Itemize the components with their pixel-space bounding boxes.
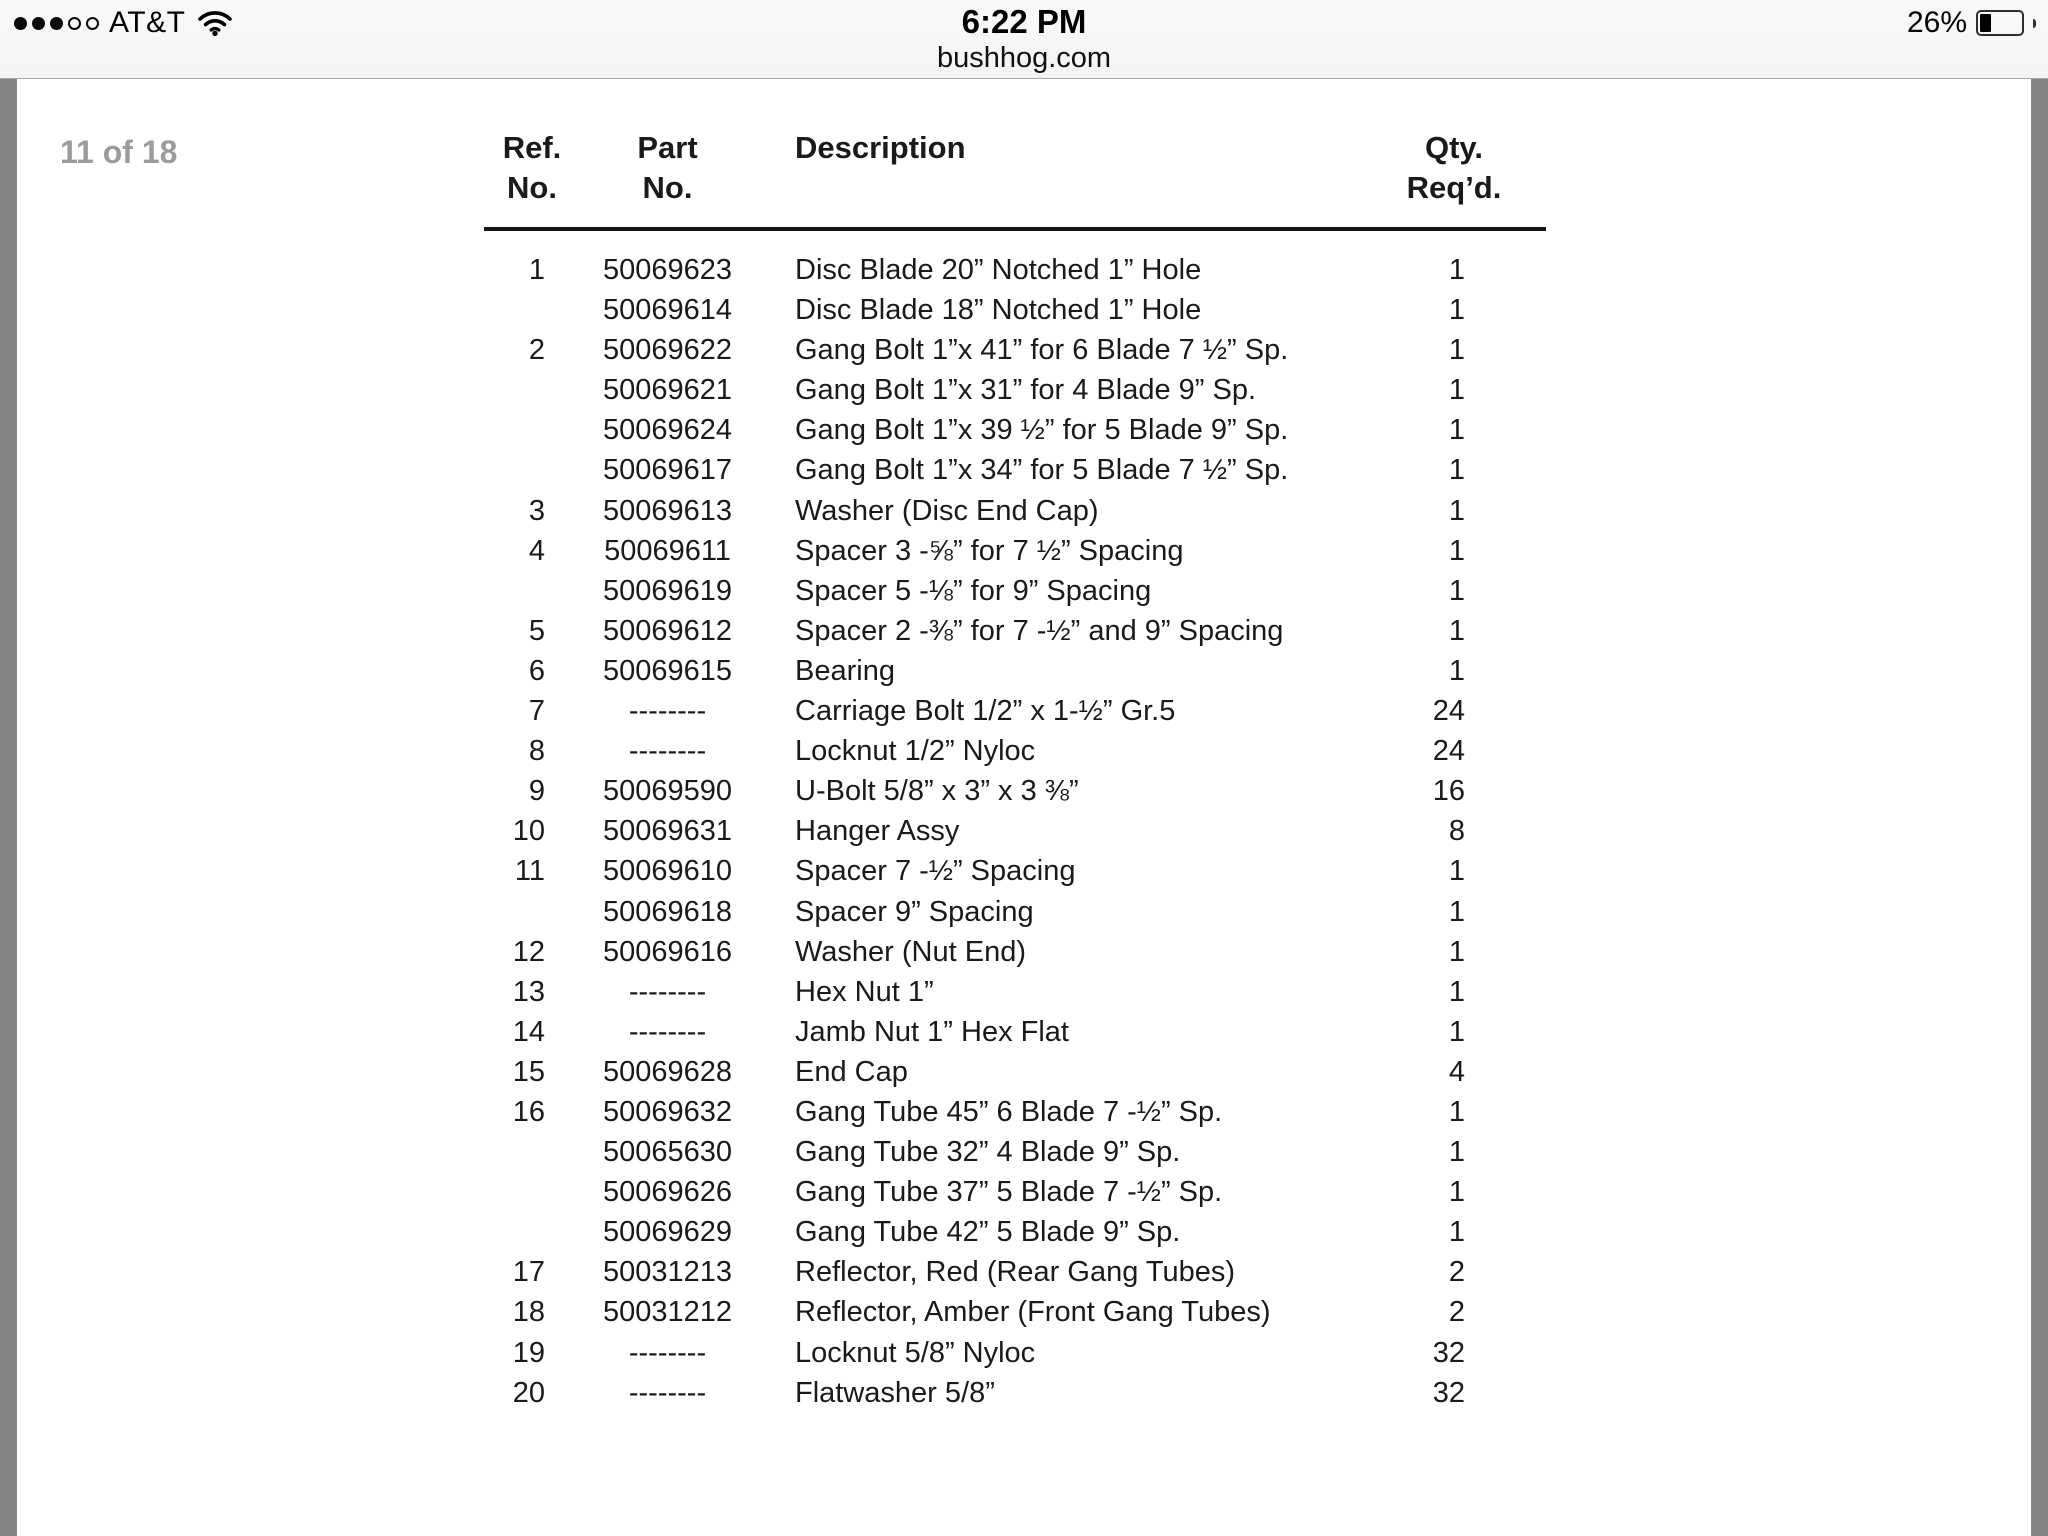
header-qty-line2: Req’d.: [1406, 170, 1502, 205]
table-row: [480, 771, 1480, 811]
description-cell: Reflector, Amber (Front Gang Tubes): [795, 1296, 1271, 1329]
part-no-cell: 50069626: [602, 1176, 733, 1209]
part-no-cell: --------: [628, 1376, 707, 1409]
ref-no-cell: 7: [528, 695, 545, 728]
qty-reqd-cell: 1: [1448, 855, 1465, 888]
part-no-cell: 50069610: [602, 855, 733, 888]
qty-reqd-cell: 1: [1448, 534, 1465, 567]
part-no-cell: 50069631: [602, 815, 733, 848]
qty-reqd-cell: 1: [1448, 1136, 1465, 1169]
table-row: [480, 450, 1480, 490]
table-header-rule: [484, 227, 1546, 231]
carrier-label: AT&T: [109, 6, 186, 39]
ref-no-cell: 10: [512, 815, 545, 848]
ref-no-cell: 2: [528, 334, 545, 367]
table-row: [480, 571, 1480, 611]
header-ref-line2: No.: [507, 170, 557, 205]
qty-reqd-cell: 1: [1448, 454, 1465, 487]
part-no-cell: 50069617: [602, 454, 733, 487]
column-header-qty-reqd: [1388, 128, 1520, 208]
header-qty-line1: Qty.: [1425, 130, 1483, 165]
table-row: [480, 531, 1480, 571]
header-part-line1: Part: [637, 130, 698, 165]
part-no-cell: 50069618: [602, 895, 733, 928]
description-cell: Washer (Nut End): [795, 935, 1026, 968]
part-no-cell: 50069616: [602, 935, 733, 968]
table-row: [480, 250, 1480, 290]
part-no-cell: 50069632: [602, 1095, 733, 1128]
description-cell: Hex Nut 1”: [795, 975, 934, 1008]
parts-table[interactable]: [480, 250, 1480, 1413]
qty-reqd-cell: 1: [1448, 654, 1465, 687]
ref-no-cell: 8: [528, 735, 545, 768]
part-no-cell: 50069612: [602, 614, 733, 647]
ref-no-cell: 6: [528, 654, 545, 687]
qty-reqd-cell: 1: [1448, 254, 1465, 286]
left-page-edge: [0, 79, 17, 1536]
description-cell: Spacer 5 -⅛” for 9” Spacing: [795, 574, 1152, 607]
description-cell: Hanger Assy: [795, 815, 960, 848]
description-cell: Reflector, Red (Rear Gang Tubes): [795, 1256, 1236, 1289]
qty-reqd-cell: 1: [1448, 975, 1465, 1008]
part-no-cell: 50065630: [602, 1136, 733, 1169]
table-row: [480, 1132, 1480, 1172]
status-bar-center: [0, 0, 2048, 75]
ref-no-cell: 11: [514, 855, 545, 888]
part-no-cell: --------: [628, 1336, 707, 1369]
table-row: [480, 811, 1480, 851]
description-cell: Gang Bolt 1”x 41” for 6 Blade 7 ½” Sp.: [795, 334, 1289, 367]
description-cell: End Cap: [795, 1055, 908, 1088]
description-cell: Locknut 1/2” Nyloc: [795, 735, 1036, 768]
page-indicator: 11 of 18: [60, 134, 178, 170]
qty-reqd-cell: 2: [1448, 1256, 1465, 1289]
table-row: [480, 851, 1480, 891]
ref-no-cell: 12: [512, 935, 545, 968]
battery-percent-label: 26%: [1906, 6, 1967, 39]
description-cell: Jamb Nut 1” Hex Flat: [795, 1015, 1069, 1048]
column-header-ref-no: [492, 128, 572, 208]
part-no-cell: --------: [628, 975, 707, 1008]
qty-reqd-cell: 1: [1448, 935, 1465, 968]
part-no-cell: 50069613: [602, 494, 733, 527]
qty-reqd-cell: 1: [1448, 614, 1465, 647]
table-row: [480, 491, 1480, 531]
part-no-cell: 50069619: [602, 574, 733, 607]
qty-reqd-cell: 1: [1448, 1095, 1465, 1128]
right-page-edge: [2031, 79, 2048, 1536]
battery-cap: [2033, 19, 2036, 28]
ref-no-cell: 20: [512, 1376, 545, 1409]
column-header-part-no: [595, 128, 740, 208]
ref-no-cell: 4: [528, 534, 545, 567]
part-no-cell: --------: [628, 695, 707, 728]
column-header-description: [795, 128, 966, 168]
qty-reqd-cell: 24: [1432, 735, 1465, 768]
clock: 6:22 PM: [961, 3, 1087, 40]
part-no-cell: 50069621: [602, 374, 733, 407]
table-row: [480, 1333, 1480, 1373]
ref-no-cell: 5: [528, 614, 545, 647]
battery-icon: [1976, 10, 2024, 36]
table-row: [480, 1212, 1480, 1252]
qty-reqd-cell: 24: [1432, 695, 1465, 728]
qty-reqd-cell: 1: [1448, 895, 1465, 928]
table-row: [480, 651, 1480, 691]
table-row: [480, 1373, 1480, 1413]
ref-no-cell: 18: [512, 1296, 545, 1329]
description-cell: Gang Bolt 1”x 39 ½” for 5 Blade 9” Sp.: [795, 414, 1289, 447]
description-cell: Spacer 2 -⅜” for 7 -½” and 9” Spacing: [795, 614, 1284, 647]
ref-no-cell: 16: [512, 1095, 545, 1128]
qty-reqd-cell: 1: [1448, 334, 1465, 367]
qty-reqd-cell: 32: [1432, 1336, 1465, 1369]
ref-no-cell: 9: [528, 775, 545, 808]
part-no-cell: --------: [628, 735, 707, 768]
description-cell: Gang Bolt 1”x 31” for 4 Blade 9” Sp.: [795, 374, 1257, 407]
table-row: [480, 410, 1480, 450]
qty-reqd-cell: 1: [1448, 1015, 1465, 1048]
description-cell: Gang Tube 42” 5 Blade 9” Sp.: [795, 1216, 1181, 1249]
qty-reqd-cell: 16: [1432, 775, 1465, 808]
description-cell: Disc Blade 20” Notched 1” Hole: [795, 254, 1202, 286]
table-row: [480, 691, 1480, 731]
description-cell: Gang Bolt 1”x 34” for 5 Blade 7 ½” Sp.: [795, 454, 1289, 487]
table-row: [480, 330, 1480, 370]
description-cell: Gang Tube 37” 5 Blade 7 -½” Sp.: [795, 1176, 1223, 1209]
qty-reqd-cell: 8: [1448, 815, 1465, 848]
qty-reqd-cell: 32: [1432, 1376, 1465, 1409]
ref-no-cell: 1: [528, 254, 545, 286]
description-cell: Locknut 5/8” Nyloc: [795, 1336, 1036, 1369]
table-row: [480, 1012, 1480, 1052]
part-no-cell: 50069628: [602, 1055, 733, 1088]
description-cell: Gang Tube 45” 6 Blade 7 -½” Sp.: [795, 1095, 1223, 1128]
ref-no-cell: 17: [512, 1256, 545, 1289]
description-cell: Bearing: [795, 654, 895, 687]
status-bar-right: [1907, 0, 2036, 46]
qty-reqd-cell: 1: [1448, 1216, 1465, 1249]
address-bar[interactable]: bushhog.com: [936, 42, 1112, 74]
description-cell: Disc Blade 18” Notched 1” Hole: [795, 294, 1202, 327]
table-row: [480, 1052, 1480, 1092]
table-row: [480, 1172, 1480, 1212]
ref-no-cell: 13: [512, 975, 545, 1008]
part-no-cell: 50069622: [602, 334, 733, 367]
part-no-cell: 50069623: [602, 254, 733, 286]
qty-reqd-cell: 1: [1448, 374, 1465, 407]
header-part-line2: No.: [642, 170, 693, 205]
description-cell: Spacer 3 -⅝” for 7 ½” Spacing: [795, 534, 1184, 567]
description-cell: U-Bolt 5/8” x 3” x 3 ⅜”: [795, 775, 1079, 808]
ref-no-cell: 19: [512, 1336, 545, 1369]
battery-fill: [1980, 14, 1991, 32]
table-row: [480, 290, 1480, 330]
table-row: [480, 370, 1480, 410]
description-cell: Spacer 9” Spacing: [795, 895, 1034, 928]
qty-reqd-cell: 4: [1448, 1055, 1465, 1088]
qty-reqd-cell: 1: [1448, 294, 1465, 327]
table-row: [480, 731, 1480, 771]
part-no-cell: 50069611: [604, 534, 731, 567]
qty-reqd-cell: 1: [1448, 414, 1465, 447]
part-no-cell: 50069629: [602, 1216, 733, 1249]
qty-reqd-cell: 1: [1448, 1176, 1465, 1209]
table-row: [480, 892, 1480, 932]
qty-reqd-cell: 2: [1448, 1296, 1465, 1329]
description-cell: Washer (Disc End Cap): [795, 494, 1099, 527]
qty-reqd-cell: 1: [1448, 494, 1465, 527]
ref-no-cell: 14: [512, 1015, 545, 1048]
ref-no-cell: 3: [528, 494, 545, 527]
table-row: [480, 932, 1480, 972]
header-ref-line1: Ref.: [502, 130, 562, 165]
part-no-cell: 50069590: [602, 775, 733, 808]
qty-reqd-cell: 1: [1448, 574, 1465, 607]
table-row: [480, 611, 1480, 651]
part-no-cell: --------: [628, 1015, 707, 1048]
status-bar: [0, 0, 2048, 79]
description-cell: Flatwasher 5/8”: [795, 1376, 995, 1409]
table-row: [480, 1252, 1480, 1292]
table-row: [480, 972, 1480, 1012]
description-cell: Spacer 7 -½” Spacing: [795, 855, 1076, 888]
part-no-cell: 50069614: [602, 294, 733, 327]
ref-no-cell: 15: [512, 1055, 545, 1088]
part-no-cell: 50031212: [602, 1296, 733, 1329]
part-no-cell: 50069615: [602, 654, 733, 687]
header-description: Description: [795, 130, 966, 165]
table-row: [480, 1292, 1480, 1332]
part-no-cell: 50031213: [602, 1256, 733, 1289]
description-cell: Gang Tube 32” 4 Blade 9” Sp.: [795, 1136, 1181, 1169]
table-row: [480, 1092, 1480, 1132]
description-cell: Carriage Bolt 1/2” x 1-½” Gr.5: [795, 695, 1176, 728]
part-no-cell: 50069624: [602, 414, 733, 447]
